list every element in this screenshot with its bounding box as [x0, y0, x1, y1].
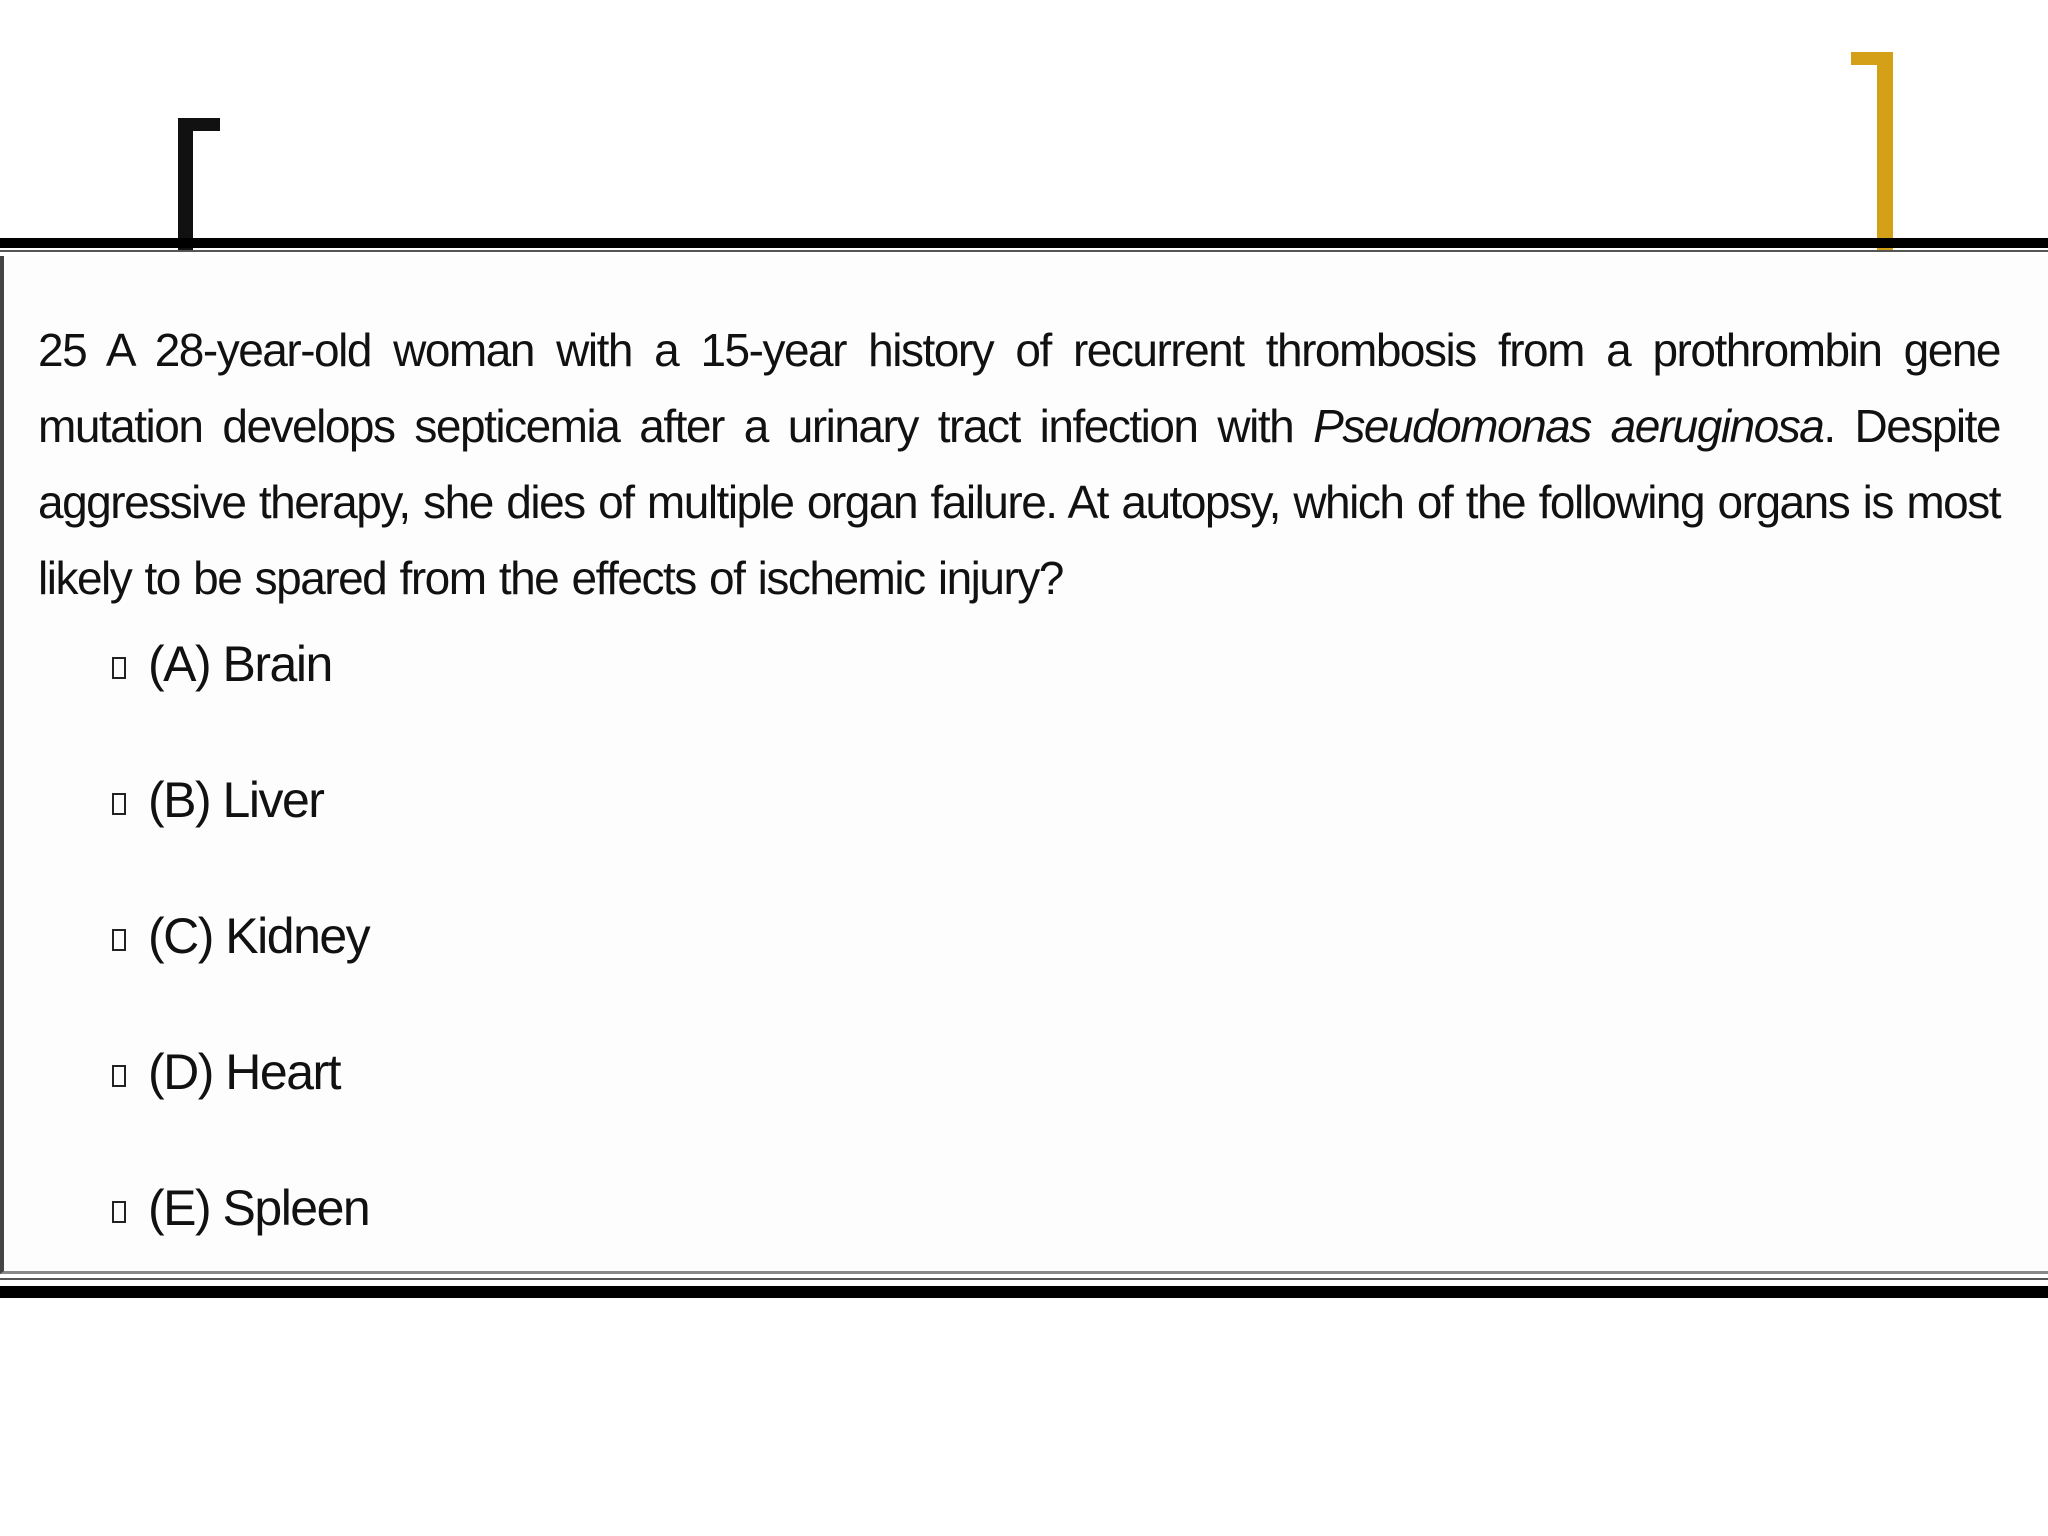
- option-label: (E) Spleen: [148, 1180, 370, 1236]
- left-bracket-decoration: [178, 118, 220, 252]
- option-label: (D) Heart: [148, 1044, 341, 1100]
- left-bracket-stem: [178, 118, 193, 252]
- question-stem: [38, 312, 2000, 616]
- checkbox-icon[interactable]: [112, 929, 126, 951]
- question-organism: Pseudomonas aeruginosa: [1313, 400, 1824, 452]
- option-label: (A) Brain: [148, 636, 332, 692]
- right-bracket-arm: [1851, 52, 1893, 65]
- right-bracket-stem: [1877, 52, 1893, 252]
- bottom-divider-thin: [0, 1278, 2048, 1280]
- bottom-divider: [0, 1286, 2048, 1298]
- question-text-part1: A 28-year-old woman with a 15-year history of recurrent thrombosis from a prothrombin gene mutation develops septicemia after a urinary tract infection with: [38, 324, 2000, 452]
- checkbox-icon[interactable]: [112, 1065, 126, 1087]
- option-c[interactable]: [112, 868, 369, 1004]
- top-divider-thin: [0, 250, 2048, 252]
- left-bracket-arm: [178, 118, 220, 131]
- option-label: (B) Liver: [148, 772, 324, 828]
- question-box: [0, 256, 2048, 1274]
- option-a[interactable]: [112, 596, 369, 732]
- checkbox-icon[interactable]: [112, 793, 126, 815]
- option-b[interactable]: [112, 732, 369, 868]
- answer-options: [112, 596, 369, 1276]
- question-text-part2: . Despite aggressive therapy, she dies of multiple organ failure. At autopsy, which of the following organs is most likely to be spared from the effects of ischemic injury?: [38, 400, 2000, 604]
- option-e[interactable]: [112, 1140, 369, 1276]
- checkbox-icon[interactable]: [112, 657, 126, 679]
- right-bracket-decoration: [1851, 52, 1893, 252]
- option-label: (C) Kidney: [148, 908, 370, 964]
- question-number: 25: [38, 324, 87, 376]
- checkbox-icon[interactable]: [112, 1201, 126, 1223]
- top-divider: [0, 238, 2048, 248]
- option-d[interactable]: [112, 1004, 369, 1140]
